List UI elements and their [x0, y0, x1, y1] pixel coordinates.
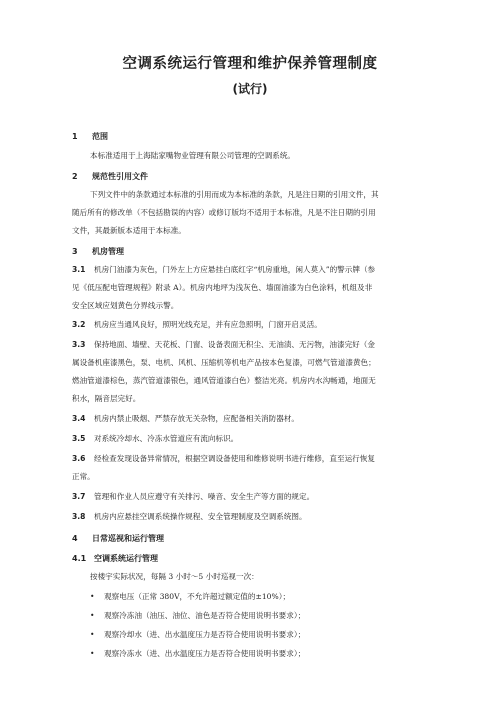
clause-number: 3.6 — [72, 454, 86, 463]
clause-3-3-line-3: 燃油管道漆棕色，蒸汽管道漆银色，通风管道漆白色）整洁光亮。机房内水沟畅通，地面无 — [72, 376, 376, 385]
section-2-line-3: 文件，其最新版本适用于本标准。 — [72, 226, 186, 235]
section-4-intro: 按楼宇实际状况，每隔 3 小时～5 小时巡视一次： — [90, 572, 259, 581]
clause-3-5: 3.5 对系统冷却水、冷冻水管道应有流向标识。 — [72, 434, 239, 443]
list-item: • 观察电压（正常 380V，不允许超过额定值的±10%）； — [90, 592, 291, 601]
section-title: 范围 — [92, 132, 108, 141]
list-item: • 观察冷冻水（进、出水温度压力是否符合使用说明书要求）； — [90, 649, 306, 658]
list-item: • 观察冷却水（进、出水温度压力是否符合使用说明书要求）； — [90, 630, 306, 639]
clause-number: 3.7 — [72, 492, 86, 501]
clause-number: 3.4 — [72, 414, 86, 423]
document-subtitle: (试行) — [232, 82, 268, 96]
document-title: 空调系统运行管理和维护保养管理制度 — [122, 56, 378, 72]
clause-3-3-line-1: 3.3 保持地面、墙壁、天花板、门窗、设备表面无积尘、无油渍、无污物，油漆完好（金 — [72, 340, 375, 349]
clause-number: 3.1 — [72, 265, 86, 274]
clause-number: 3.3 — [72, 340, 86, 349]
bullet-icon: • — [90, 630, 95, 639]
clause-3-6-line-2: 正常。 — [72, 472, 95, 481]
section-title: 日常巡视和运行管理 — [92, 534, 164, 543]
section-2-line-2: 随后所有的修改单（不包括勘误的内容）或修订版均不适用于本标准，凡是不注日期的引用 — [72, 208, 376, 217]
section-4-heading — [72, 533, 164, 544]
section-number: 4 — [72, 534, 78, 543]
clause-3-1-line-1: 3.1 机房门油漆为灰色，门外左上方应悬挂白底红字“机房重地，闲人莫入”的警示牌（参 — [72, 265, 376, 274]
bullet-icon: • — [90, 649, 95, 658]
section-3-heading — [72, 246, 124, 257]
section-number: 2 — [72, 172, 78, 181]
section-number: 3 — [72, 247, 78, 256]
clause-3-4: 3.4 机房内禁止吸烟、严禁存放无关杂物，应配备相关消防器材。 — [72, 414, 300, 423]
clause-3-3-line-4: 积水，隔音层完好。 — [72, 394, 141, 403]
clause-number: 3.8 — [72, 512, 86, 521]
clause-number: 3.2 — [72, 320, 86, 329]
section-title: 机房管理 — [92, 247, 124, 256]
clause-3-1-line-2: 见《低压配电管理规程》附录 A）。机房内地坪为浅灰色、墙面油漆为白色涂料，机组及非 — [72, 283, 373, 292]
clause-3-1-line-3: 安全区域应划黄色分界线示警。 — [72, 301, 179, 310]
clause-4-1-heading — [72, 553, 158, 564]
section-title: 规范性引用文件 — [92, 172, 148, 181]
clause-number: 4.1 — [72, 554, 87, 563]
bullet-icon: • — [90, 611, 95, 620]
clause-title: 空调系统运行管理 — [94, 554, 158, 563]
clause-3-3-line-2: 属设备机座漆黑色，泵、电机、风机、压缩机等机电产品按本色复漆，可燃气管道漆黄色； — [72, 358, 376, 367]
clause-3-2: 3.2 机房应当通风良好，照明光线充足，并有应急照明，门窗开启灵活。 — [72, 320, 322, 329]
section-1-heading — [72, 131, 108, 142]
section-2-heading — [72, 171, 148, 182]
section-2-line-1: 下列文件中的条款通过本标准的引用而成为本标准的条款，凡是注日期的引用文件，其 — [90, 190, 379, 199]
clause-number: 3.5 — [72, 434, 86, 443]
section-number: 1 — [72, 132, 78, 141]
clause-3-7: 3.7 管理和作业人员应遵守有关排污、噪音、安全生产等方面的规定。 — [72, 492, 315, 501]
list-item: • 观察冷冻油（油压、油位、油色是否符合使用说明书要求）； — [90, 611, 306, 620]
clause-3-6-line-1: 3.6 经检查发现设备异常情况，根据空调设备使用和维修说明书进行维修，直至运行恢复 — [72, 454, 375, 463]
bullet-icon: • — [90, 592, 95, 601]
clause-3-8: 3.8 机房内应悬挂空调系统操作规程、安全管理制度及空调系统图。 — [72, 512, 307, 521]
section-1-text: 本标准适用于上海陆家嘴物业管理有限公司管理的空调系统。 — [90, 151, 296, 160]
